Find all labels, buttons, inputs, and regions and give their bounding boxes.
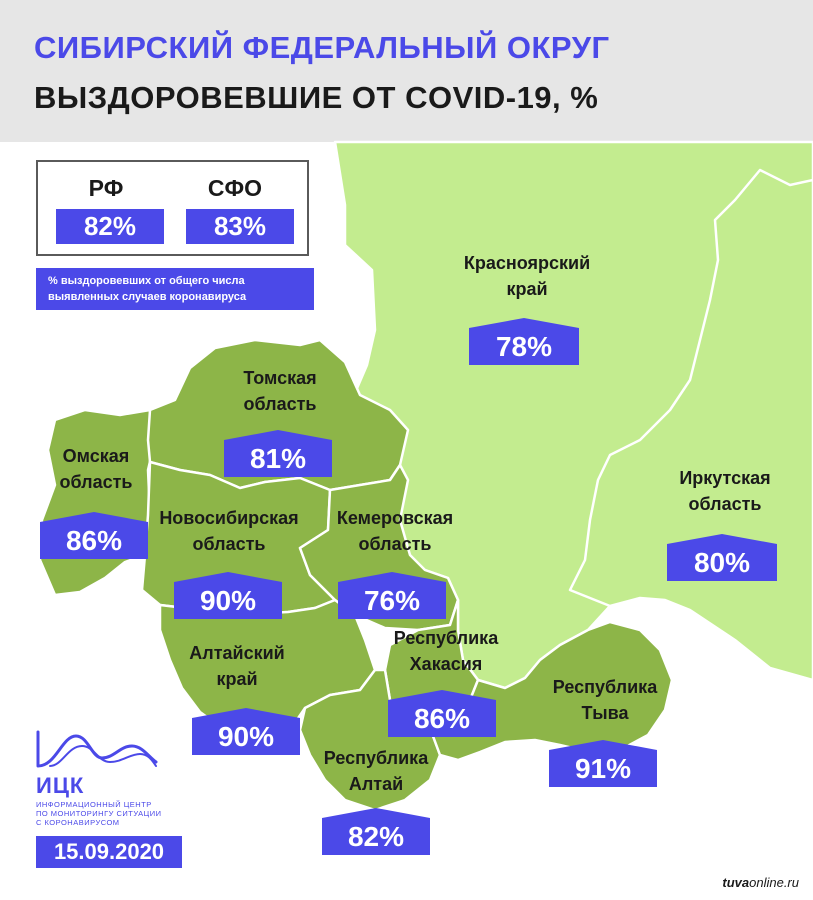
label-kemerovo-line1: Кемеровская [336, 508, 454, 528]
label-irkutsk-line2: область [688, 494, 762, 514]
page-title: СИБИРСКИЙ ФЕДЕРАЛЬНЫЙ ОКРУГ [34, 30, 610, 65]
label-altai-rep-line1: Республика [323, 748, 429, 768]
logo-subtitle-line2: ПО МОНИТОРИНГУ СИТУАЦИИ [36, 809, 162, 818]
label-khakassia [394, 625, 498, 677]
label-tyva-line1: Республика [552, 677, 658, 697]
value-tyva: 91% [574, 753, 632, 784]
label-altai-krai-line1: Алтайский [189, 643, 285, 663]
legend-rf-value: 82% [56, 209, 164, 244]
value-irkutsk: 80% [693, 547, 751, 578]
label-tyva-line2: Тыва [581, 703, 629, 723]
badge-irkutsk [667, 534, 777, 581]
badge-khakassia [388, 690, 496, 737]
value-krasnoyarsk: 78% [495, 331, 553, 362]
label-krasnoyarsk-line2: край [506, 279, 548, 299]
source-prefix: tuva [722, 875, 750, 890]
badge-altai-krai [192, 708, 300, 755]
label-irkutsk-line1: Иркутская [679, 468, 771, 488]
badge-kemerovo [338, 572, 446, 619]
legend-sfo-label: СФО [207, 175, 263, 201]
label-omsk-line1: Омская [62, 446, 130, 466]
label-altai-krai-line2: край [216, 669, 258, 689]
label-novosibirsk-line2: область [192, 534, 266, 554]
mountain-wave-logo-icon [36, 728, 158, 770]
label-tomsk-line2: область [243, 394, 317, 414]
source-credit [722, 875, 799, 890]
logo-subtitle-line3: С КОРОНАВИРУСОМ [36, 818, 120, 827]
label-omsk [59, 443, 132, 495]
label-altai-rep-line2: Алтай [348, 774, 404, 794]
label-tomsk [243, 365, 316, 417]
label-tyva [553, 674, 657, 726]
label-novosibirsk-line1: Новосибирская [159, 508, 299, 528]
badge-novosibirsk [174, 572, 282, 619]
label-altai-krai [189, 640, 284, 692]
legend-rf-label: РФ [88, 175, 124, 201]
badge-tyva [549, 740, 657, 787]
legend-sfo-value: 83% [186, 209, 294, 244]
label-kemerovo-line2: область [358, 534, 432, 554]
label-krasnoyarsk [464, 250, 590, 302]
badge-tomsk [224, 430, 332, 477]
value-altai-rep: 82% [347, 821, 405, 852]
date-badge: 15.09.2020 [36, 836, 182, 868]
label-irkutsk [679, 465, 770, 517]
logo-name: ИЦК [36, 773, 85, 798]
label-kemerovo [337, 505, 453, 557]
legend-note-line1: % выздоровевших от общего числа [48, 275, 245, 287]
page-subtitle: ВЫЗДОРОВЕВШИЕ ОТ COVID-19, % [34, 80, 599, 115]
label-khakassia-line1: Республика [393, 628, 499, 648]
label-altai-rep [324, 745, 428, 797]
value-novosibirsk: 90% [199, 585, 257, 616]
value-khakassia: 86% [413, 703, 471, 734]
label-khakassia-line2: Хакасия [409, 654, 483, 674]
value-altai-krai: 90% [217, 721, 275, 752]
legend-note [36, 268, 314, 310]
source-suffix: online.ru [749, 875, 799, 890]
badge-krasnoyarsk [469, 318, 579, 365]
value-tomsk: 81% [249, 443, 307, 474]
label-krasnoyarsk-line1: Красноярский [463, 253, 591, 273]
logo-subtitle-line1: ИНФОРМАЦИОННЫЙ ЦЕНТР [36, 800, 152, 809]
badge-altai-rep [322, 808, 430, 855]
value-kemerovo: 76% [363, 585, 421, 616]
value-omsk: 86% [65, 525, 123, 556]
label-novosibirsk [159, 505, 298, 557]
region-omsk [40, 410, 155, 595]
label-omsk-line2: область [59, 472, 133, 492]
label-tomsk-line1: Томская [243, 368, 317, 388]
legend-box [36, 160, 309, 256]
logo-subtitle [36, 800, 161, 827]
badge-omsk [40, 512, 148, 559]
legend-note-line2: выявленных случаев коронавируса [48, 291, 247, 303]
